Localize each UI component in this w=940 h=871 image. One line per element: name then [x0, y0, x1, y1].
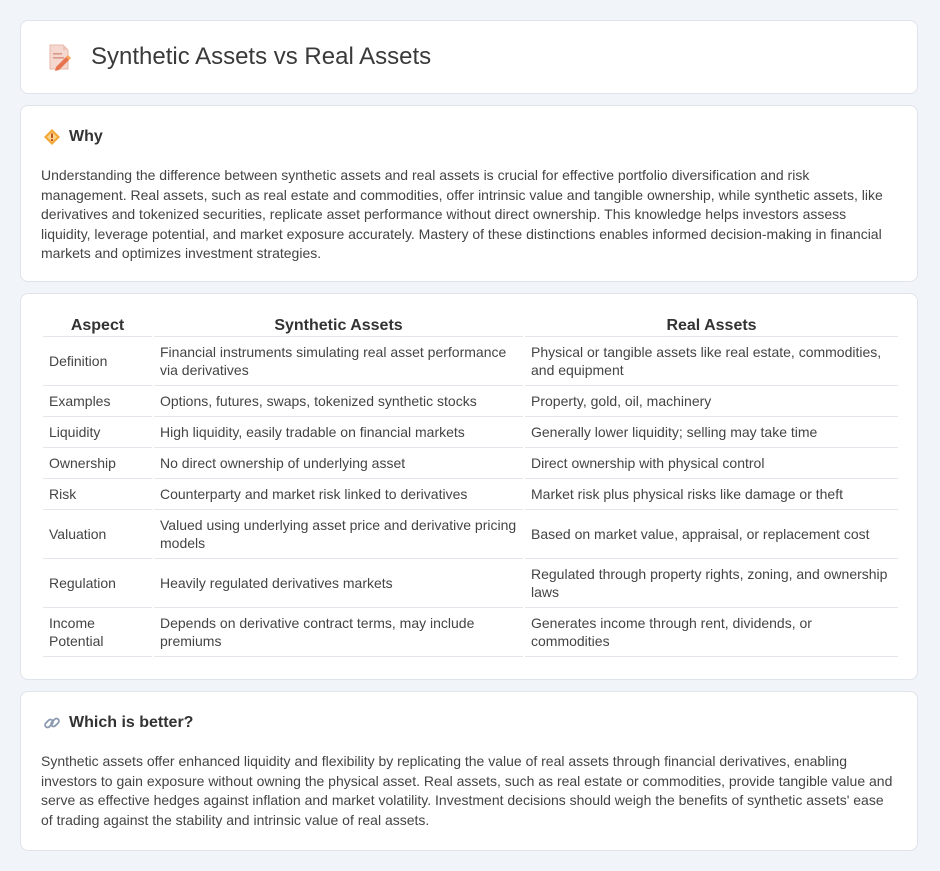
comparison-table: [43, 315, 898, 657]
row-real: Property, gold, oil, machinery: [524, 386, 898, 417]
which-is-better-body: Synthetic assets offer enhanced liquidity and flexibility by replicating the value of real assets through financial derivatives, enabling investors to gain exposure without owning the physical asset. Real assets, such as real estate or commodities, provide tangible value and serve as effective hedges against inflation and market volatility. Investment decisions should weigh the benefits of synthetic assets' ease of trading against the stability and intrinsic value of real assets.: [41, 753, 893, 828]
diamond-warning-icon: [43, 128, 61, 146]
table-row: [43, 448, 898, 479]
row-synthetic: No direct ownership of underlying asset: [153, 448, 524, 479]
column-header-synthetic: Synthetic Assets: [153, 315, 524, 337]
table-row: [43, 386, 898, 417]
row-aspect: Liquidity: [43, 417, 153, 448]
comparison-card: [20, 293, 918, 680]
link-icon: [43, 714, 61, 732]
row-real: Based on market value, appraisal, or replacement cost: [524, 510, 898, 559]
row-real: Generates income through rent, dividends, or commodities: [524, 608, 898, 657]
row-synthetic: Valued using underlying asset price and derivative pricing models: [153, 510, 524, 559]
row-aspect: Ownership: [43, 448, 153, 479]
why-title: Why: [69, 128, 103, 145]
row-real: Physical or tangible assets like real estate, commodities, and equipment: [524, 337, 898, 386]
row-aspect: Regulation: [43, 559, 153, 608]
table-row: [43, 479, 898, 510]
table-row: [43, 608, 898, 657]
row-aspect: Definition: [43, 337, 153, 386]
header-card: [20, 20, 918, 94]
header: [47, 43, 431, 71]
row-real: Market risk plus physical risks like damage or theft: [524, 479, 898, 510]
row-real: Generally lower liquidity; selling may take time: [524, 417, 898, 448]
which-is-better-heading: [43, 714, 193, 732]
column-header-aspect: Aspect: [43, 315, 153, 337]
row-synthetic: Heavily regulated derivatives markets: [153, 559, 524, 608]
row-synthetic: Counterparty and market risk linked to derivatives: [153, 479, 524, 510]
row-real: Direct ownership with physical control: [524, 448, 898, 479]
row-aspect: Income Potential: [43, 608, 153, 657]
row-aspect: Risk: [43, 479, 153, 510]
column-header-real: Real Assets: [524, 315, 898, 337]
row-real: Regulated through property rights, zoning, and ownership laws: [524, 559, 898, 608]
row-synthetic: Financial instruments simulating real asset performance via derivatives: [153, 337, 524, 386]
table-header-row: [43, 315, 898, 337]
why-card: [20, 105, 918, 282]
table-row: [43, 337, 898, 386]
which-is-better-title: Which is better?: [69, 714, 194, 731]
which-is-better-card: [20, 691, 918, 851]
row-synthetic: High liquidity, easily tradable on financial markets: [153, 417, 524, 448]
row-aspect: Examples: [43, 386, 153, 417]
table-row: [43, 417, 898, 448]
row-aspect: Valuation: [43, 510, 153, 559]
page-title: Synthetic Assets vs Real Assets: [91, 43, 432, 70]
table-row: [43, 510, 898, 559]
row-synthetic: Depends on derivative contract terms, may include premiums: [153, 608, 524, 657]
why-body: Understanding the difference between synthetic assets and real assets is crucial for effective portfolio diversification and risk management. Real assets, such as real estate and commodities, offer intrinsic value and tangible ownership, while synthetic assets, like derivatives and tokenized securities, replicate asset performance without direct ownership. This knowledge helps investors assess liquidity, leverage potential, and market exposure accurately. Mastery of these distinctions enables informed decision-making in financial markets and optimizes investment strategies.: [41, 167, 883, 261]
why-heading: [43, 128, 103, 146]
document-pencil-icon: [47, 43, 71, 71]
row-synthetic: Options, futures, swaps, tokenized synthetic stocks: [153, 386, 524, 417]
table-row: [43, 559, 898, 608]
